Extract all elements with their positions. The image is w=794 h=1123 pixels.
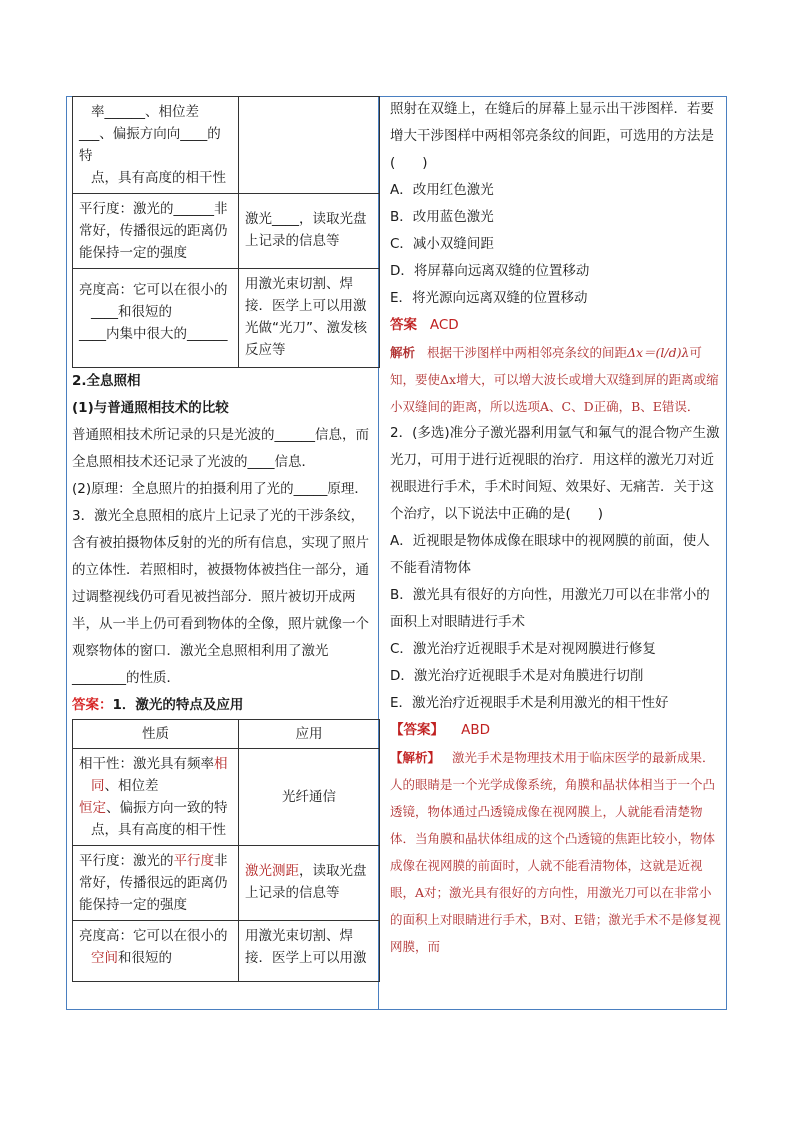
cell-line: 平行度：激光的______非: [79, 201, 228, 217]
cell-line: ___、偏振方向向____的特: [79, 126, 221, 164]
application-cell: 用激光束切割、焊接．医学上可以用激光做“光刀”、激发核反应等: [239, 269, 380, 368]
table-row: [73, 269, 380, 368]
cell-line: [79, 797, 232, 819]
cell-line: 常好，传播很远的距离仍: [79, 875, 228, 891]
property-cell: [73, 921, 239, 982]
answer-fill: 平行度: [173, 853, 214, 869]
left-column: [72, 96, 376, 982]
holography-heading: 2.全息照相: [72, 373, 141, 389]
q2-option-d: D．激光治疗近视眼手术是对角膜进行切削: [390, 668, 644, 684]
answer-fill: 同: [91, 778, 105, 794]
explanation-label: 【解析】: [390, 750, 441, 765]
question-3: 3．激光全息照相的底片上记录了光的干涉条纹，含有被拍摄物体反射的光的所有信息，实现了照片的立体性．若照相时，被摄物体被挡住一部分，通过调整视线仍可看见被挡部分．照片被切开成两半，从一半上仍可看到物体的全像，照片就像一个观察物体的窗口．激光全息照相利用了激光________的性质．: [72, 508, 369, 686]
q2-option-a: A．近视眼是物体成像在眼球中的视网膜的前面，使人不能看清物体: [390, 533, 710, 576]
answer-label: 答案：: [72, 697, 113, 713]
explanation-text: 根据干涉图样中两相邻亮条纹的间距: [426, 345, 627, 360]
table-row: [73, 194, 380, 269]
table-row: [73, 749, 380, 846]
cell-line: 点，具有高度的相干性: [91, 822, 226, 838]
answer-heading: [72, 692, 376, 719]
cell-line: ____和很短的: [91, 304, 172, 320]
application-cell: 用激光束切割、焊接．医学上可以用激: [239, 921, 380, 982]
application-cell: [239, 97, 380, 194]
property-cell: [73, 269, 239, 368]
cell-text: 、偏振方向一致的特: [106, 800, 228, 816]
q2-explanation: [390, 744, 722, 960]
q1-option-d: D．将屏幕向远离双缝的位置移动: [390, 263, 590, 279]
cell-text: ，读取光盘上记录的信息等: [245, 863, 367, 901]
cell-line: 点，具有高度的相干性: [91, 170, 226, 186]
answer-fill: 相: [214, 756, 228, 772]
q2-option-e: E．激光治疗近视眼手术是利用激光的相干性好: [390, 695, 669, 711]
right-column: [390, 96, 722, 960]
application-cell: 光纤通信: [239, 749, 380, 846]
application-cell: [239, 846, 380, 921]
q2-option-b: B．激光具有很好的方向性，用激光刀可以在非常小的面积上对眼睛进行手术: [390, 587, 710, 630]
q1-answer: [390, 312, 722, 339]
cell-line: [79, 753, 232, 775]
explanation-text: 激光手术是物理技术用于临床医学的最新成果．人的眼睛是一个光学成像系统，角膜和晶状体相当于一个凸透镜，物体通过凸透镜成像在视网膜上，人就能看清楚物体．当角膜和晶状体组成的这个凸透镜的焦距比较小，物体成像在视网膜的前面时，人就不能看清物体，这就是近视眼，A对；激光具有很好的方向性，用激光刀可以在非常小的面积上对眼睛进行手术，B对、E错；激光手术不是修复视网膜，而: [390, 750, 721, 954]
answer-fill: 激光测距: [245, 863, 299, 879]
table-header-row: [73, 720, 380, 749]
application-cell: 激光____，读取光盘上记录的信息等: [239, 194, 380, 269]
holography-paragraph-1: 普通照相技术所记录的只是光波的______信息，而全息照相技术还记录了光波的____信息．: [72, 427, 369, 470]
q2-answer: [390, 717, 722, 744]
laser-properties-table-blank: [72, 96, 380, 368]
header-application: 应用: [239, 720, 380, 749]
holography-subheading: (1)与普通照相技术的比较: [72, 400, 229, 416]
cell-text: 、相位差: [104, 778, 159, 794]
cell-line: ____内集中很大的______: [79, 326, 228, 342]
answer-title: 1．激光的特点及应用: [112, 697, 244, 713]
cell-text: 和很短的: [118, 950, 172, 966]
cell-text: 平行度：激光的: [79, 853, 174, 869]
q2-option-c: C．激光治疗近视眼手术是对视网膜进行修复: [390, 641, 656, 657]
question-1-continued: 照射在双缝上，在缝后的屏幕上显示出干涉图样．若要增大干涉图样中两相邻亮条纹的间距，可选用的方法是( ): [390, 101, 714, 171]
cell-line: 率______、相位差: [91, 104, 199, 120]
cell-text: 非: [214, 853, 228, 869]
cell-line: 亮度高：它可以在很小的: [79, 928, 228, 944]
cell-line: 常好，传播很远的距离仍: [79, 223, 228, 239]
explanation-label: 解析: [390, 345, 416, 360]
cell-line: 能保持一定的强度: [79, 897, 187, 913]
answer-fill: 恒定: [79, 800, 106, 816]
header-property: 性质: [73, 720, 239, 749]
property-cell: [73, 846, 239, 921]
explanation-text: 可知，要使Δx增大，可以增大波长或增大双缝到屏的距离或缩小双缝间的距离，所以选项A、C、D正确，B、E错误．: [390, 345, 719, 414]
q1-option-c: C．减小双缝间距: [390, 236, 494, 252]
answer-label: 答案: [390, 317, 417, 333]
answer-label: 【答案】: [390, 722, 444, 738]
property-cell: [73, 749, 239, 846]
table-row: [73, 921, 380, 982]
cell-line: 能保持一定的强度: [79, 245, 187, 261]
answer-value: ABD: [461, 722, 491, 738]
fringe-spacing-formula: Δx＝(l/d)λ: [626, 345, 690, 360]
property-cell: [73, 194, 239, 269]
laser-properties-table-answer: [72, 719, 380, 982]
cell-line: 亮度高：它可以在很小的: [79, 282, 228, 298]
question-2: 2．(多选)准分子激光器利用氩气和氟气的混合物产生激光刀，可用于进行近视眼的治疗．用这样的激光刀对近视眼进行手术，手术时间短、效果好、无痛苦．关于这个治疗，以下说法中正确的是( ): [390, 425, 720, 522]
table-row: [73, 97, 380, 194]
cell-text: 相干性：激光具有频率: [79, 756, 214, 772]
cell-line: [79, 947, 232, 969]
cell-line: [79, 850, 232, 872]
q1-option-e: E．将光源向远离双缝的位置移动: [390, 290, 588, 306]
cell-line: [79, 775, 232, 797]
table-row: [73, 846, 380, 921]
answer-value: ACD: [429, 317, 459, 333]
property-cell: [73, 97, 239, 194]
q1-option-b: B．改用蓝色激光: [390, 209, 494, 225]
answer-fill: 空间: [91, 950, 118, 966]
q1-explanation: [390, 339, 722, 420]
holography-paragraph-2: (2)原理：全息照片的拍摄利用了光的_____原理．: [72, 481, 368, 497]
q1-option-a: A．改用红色激光: [390, 182, 494, 198]
